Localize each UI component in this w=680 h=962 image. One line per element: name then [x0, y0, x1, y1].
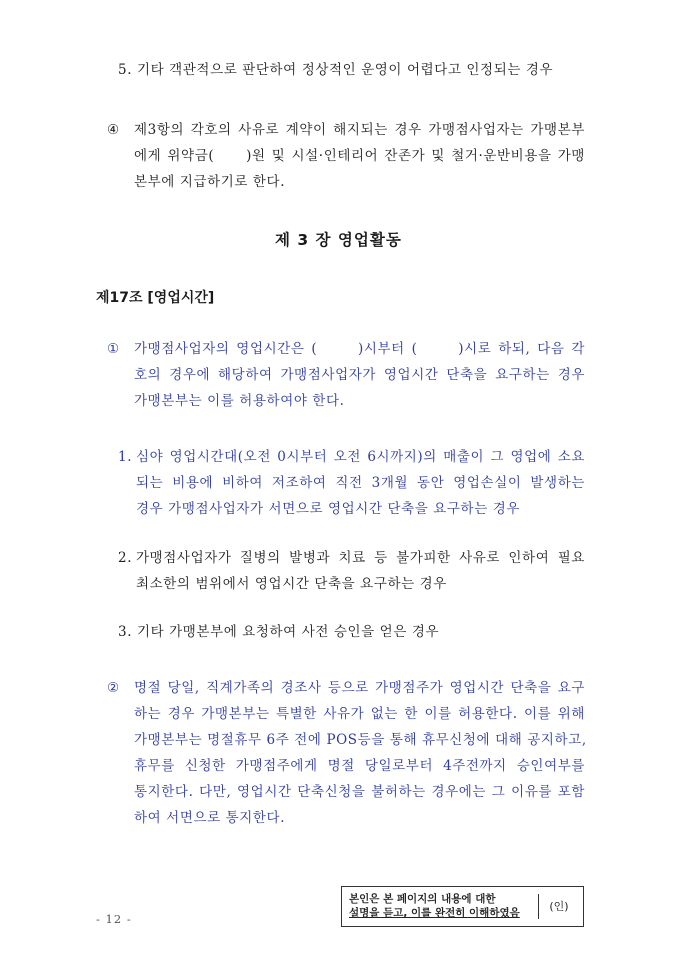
acknowledgement-box — [341, 886, 584, 927]
paragraph-2-line: 가맹본부는 명절휴무 6주 전에 POS등을 통해 휴무신청에 대해 공지하고, — [134, 732, 587, 748]
paragraph-2-line: 휴무를 신청한 가맹점주에게 명절 당일로부터 4주전까지 승인여부를 — [134, 758, 585, 774]
item-1-line: 경우 가맹점사업자가 서면으로 영업시간 단축을 요구하는 경우 — [136, 501, 521, 517]
seal-mark: (인) — [538, 894, 579, 919]
item-1-line: 심야 영업시간대(오전 0시부터 오전 6시까지)의 매출이 그 영업에 소요 — [136, 449, 585, 465]
paragraph-2-line: 명절 당일, 직계가족의 경조사 등으로 가맹점주가 영업시간 단축을 요구 — [134, 680, 585, 696]
paragraph-1-marker: ① — [107, 341, 120, 357]
paragraph-2-line: 하는 경우 가맹본부는 특별한 사유가 없는 한 이를 허용한다. 이를 위해 — [134, 706, 585, 722]
paragraph-1-line: 가맹점사업자의 영업시간은 ( )시부터 ( )시로 하되, 다음 각 — [134, 341, 585, 357]
item-1 — [118, 444, 585, 522]
page-number: - 12 - — [96, 912, 132, 926]
item-5-text: 5. 기타 객관적으로 판단하여 정상적인 운영이 어렵다고 인정되는 경우 — [118, 62, 554, 78]
item-2-line: 가맹점사업자가 질병의 발병과 치료 등 불가피한 사유로 인하여 필요 — [136, 550, 585, 566]
paragraph-2-line: 하여 서면으로 통지한다. — [134, 810, 286, 826]
chapter-title: 제 3 장 영업활동 — [275, 231, 402, 249]
paragraph-2-marker: ② — [107, 680, 120, 696]
acknowledgement-line-2: 설명을 듣고, 이를 완전히 이해하였음 — [349, 907, 520, 919]
paragraph-2-line: 통지한다. 다만, 영업시간 단축신청을 불허하는 경우에는 그 이유를 포함 — [134, 784, 585, 800]
article-title: 제17조 [영업시간] — [96, 290, 215, 306]
paragraph-1-line: 가맹본부는 이를 허용하여야 한다. — [134, 393, 345, 409]
paragraph-1 — [107, 336, 585, 414]
paragraph-2 — [107, 675, 585, 831]
paragraph-1-line: 호의 경우에 해당하여 가맹점사업자가 영업시간 단축을 요구하는 경우 — [134, 367, 585, 383]
item-2 — [118, 545, 585, 597]
clause-4-line: 제3항의 각호의 사유로 계약이 해지되는 경우 가맹점사업자는 가맹본부 — [134, 122, 585, 138]
clause-4-line: 본부에 지급하기로 한다. — [134, 174, 286, 190]
clause-4-marker: ④ — [107, 122, 120, 138]
item-2-marker: 2. — [118, 550, 133, 566]
acknowledgement-text — [349, 892, 537, 920]
item-1-line: 되는 비용에 비하여 저조하여 직전 3개월 동안 영업손실이 발생하는 — [136, 475, 585, 491]
item-3-text: 3. 기타 가맹본부에 요청하여 사전 승인을 얻은 경우 — [118, 624, 440, 640]
clause-4 — [107, 117, 585, 195]
acknowledgement-line-1: 본인은 본 페이지의 내용에 대한 — [349, 893, 496, 905]
item-2-line: 최소한의 범위에서 영업시간 단축을 요구하는 경우 — [136, 576, 447, 592]
clause-4-line: 에게 위약금( )원 및 시설·인테리어 잔존가 및 철거·운반비용을 가맹 — [134, 148, 585, 164]
item-1-marker: 1. — [118, 449, 133, 465]
